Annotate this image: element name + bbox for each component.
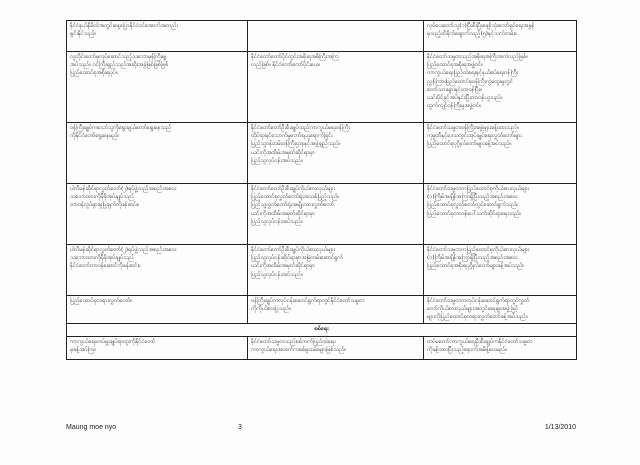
cell-text-line: နိုင်ငံတော်သမ္မတသည်အစိုးရအကြီးအကဲလည်ဖြစ်။ [427, 54, 528, 60]
cell-text-line: နိုင်ငံတော်တော်ပိုင်တွင်းအစိုးရအဓိကြီးအကြ [251, 54, 339, 60]
cell-text-line: ယင်းပိုင်ခွင့်အပ်နှင်းပြီးတာဝန်ယူသည်။ [427, 95, 503, 102]
table-row [67, 245, 577, 296]
table-cell [424, 52, 577, 123]
table-row [67, 123, 577, 184]
table-cell [424, 21, 577, 52]
cell-text-line: ပြည်ထောင်စုအစိုးရပုပ်။ [70, 70, 118, 77]
table-cell [67, 123, 248, 184]
cell-text-line: လုပ်ပေးတော်သူ(၁)ပြီးစီးပြီးချော်သုံးတော်ရှင်ရေးအခွန် [427, 23, 535, 29]
cell-text-line: ဝန်ကြီးချုပ်ကသော်သူကိုရွေးချယ်တော်ရွေးနေသည် [70, 125, 172, 131]
table-cell [424, 296, 577, 324]
cell-text-line: လည်ဖြစ်။ နိုင်ငံတော်တော်ပိုင်းပေး။ [251, 62, 321, 69]
cell-text-line: ပြည်ထောင်စုအစိုးရပုဂ္ဂိုလ်တော်များခန့်အပ်သည်။ [427, 263, 525, 270]
cell-text-line: တာဝန်လှုပ်ရှားမှုပြုချက်ကိုဖန်ဆင်း။ [70, 202, 140, 209]
cell-text-line: နိုင်ငံတော်သမ္မတဝန်ကြီးအဖွဲ့များခန့်ထားသည်။ [427, 125, 519, 131]
cell-text-line: တော်သားများနှင့်တာဝန်ပြီး။ [427, 86, 482, 93]
table-cell [248, 184, 424, 245]
cell-text-line: ကုမ္ပဏီနှင့်ဒေသတွင်းအုပ်ချုပ်ရေးလွှတ်တော်များ [427, 133, 522, 140]
section-header-row [67, 323, 577, 336]
cell-text-line: နိုင်ငံတော်တော်ဦးစီးချုပ်ကိုယ်စားလှယ်များ [251, 247, 336, 253]
cell-text-line: ကိုနိုင်ငံတော်ရွေးနေမည်။ [70, 133, 120, 140]
table-cell [424, 245, 577, 296]
cell-text-line: နိုင်ငံတော်သမ္မတကလုပ်ငန်းဆောင်ရွက်ရာတွင်လွှတ် [427, 298, 530, 304]
cell-text-line: အပ်သည်။ ဝင်ကြီးရှည်သည်အဆိုးအခွဲဖြစ်ဖြစ်ဖြစ် [70, 62, 169, 69]
table-cell [67, 52, 248, 123]
cell-text-line: ဝန်ကြီးချုပ်ကလုပ်ငန်းဆောင်ရွက်ရာတွင်နိုင်ငံတော်သမ္မတ [251, 298, 365, 304]
cell-text-line: ယင်းကိုအထိမ်းအမှတ်ဆိုင်ရာမှာ [251, 210, 315, 217]
cell-text-line: ပြည်သူ့လွှတ်တော်ရုံးအမျိုးသားလွှတ်တော် [251, 202, 335, 209]
cell-text-line: သဘောထားကိုမှီခိုအုပ်ချုပ်သည် [70, 255, 135, 262]
cell-text-line: တော်ကိုယ်စားလှယ်များအတွင်းရေးမှူးအဖွဲ့ဖြင့် [427, 306, 519, 313]
cell-text-line: ပြည်ထောင်စုတာဝန်ပေါ်သက်ဆိုင်ရာရေးသည်။ [427, 210, 522, 217]
cell-text-line: ယင်းကိုအထိမ်းအမှတ်ဆိုင်ရာမှာ [251, 149, 315, 156]
cell-text-line: ပြည်ထောင်စုလွှတ်တော်တွင်ဆောင်ရွက်သည်။ [427, 202, 519, 209]
table-row [67, 21, 577, 52]
cell-text-line: ပြည်သူလုပ်ငန်းအပ်သည်။ [251, 157, 303, 164]
cell-text-line: ကာကွယ်ရေးတပ်မှူးချုပ်ရာထူးကိုနိုင်ငံတော် [70, 338, 156, 345]
table-row [67, 52, 577, 123]
footer-page-number: 3 [238, 424, 242, 431]
cell-text-line: ပြည်သူ့ဝန်ထမ်းဝန်ကြီးဌာနနှင့်အဖွဲ့ချည်သည်။ [251, 141, 341, 148]
table-cell [248, 336, 424, 359]
table-cell [248, 123, 424, 184]
table-cell [424, 184, 577, 245]
table-row [67, 336, 577, 359]
cell-text-line: သဘောထားကိုမှီခိုအုပ်ချုပ်သည် [70, 194, 135, 201]
cell-text-line: ကာကွယ်ရေးအထက်ကစစ်မှုထမ်းများဖြစ်သည်။ [251, 346, 346, 353]
cell-text-line: ယင်းကိုအထိမ်းအမှတ်ဆိုင်ရာမှာ [251, 263, 315, 270]
section-title: စစ်ရေး [67, 323, 577, 336]
table-row [67, 296, 577, 324]
cell-text-line: ပြည်သူလုပ်ငန်းအပ်သည်။ [251, 271, 303, 278]
cell-text-line: ပါလီမန်ဆိုင်ရာလွှတ်တော်(၂)ရပ်ဖွဲ့သည်အစည်းအဝေး [70, 186, 177, 192]
table-cell [248, 245, 424, 296]
table-cell [67, 184, 248, 245]
cell-text-line: ပါလီမန်ဆိုင်ရာလွှတ်တော်(၂)ရပ်ဖွဲ့သည်အစည်းအဝေး [70, 247, 177, 253]
table-cell [67, 245, 248, 296]
table-cell [67, 296, 248, 324]
table-cell [67, 336, 248, 359]
table-cell [248, 52, 424, 123]
cell-text-line: ကာကွယ်ရေးပြည်ထဲရေးနှင့်နယ်စပ်ရေးဝန်ကြီး [427, 70, 519, 77]
cell-text-line: ပြည်သူလုပ်ငန်းဆိုင်ရာမှာအမြဲတမ်းဆောင်ရွက် [251, 255, 343, 262]
cell-text-line: (၁)ကြိမ်အချိန်အကြာရှိပြီးသည့်အစည်းအဝေး [427, 255, 518, 262]
cell-text-line: ရှင်းနိုင်သည်။ [70, 31, 97, 38]
comparison-table [66, 20, 577, 360]
cell-text-line: ပြည်ထောင်စုအစိုးရအဖွဲ့ဝင်။ [427, 62, 483, 69]
cell-text-line: ပြည်ထောင်စုတရားလွှတ်တော်။ [70, 298, 133, 304]
cell-text-line: တပ်မတော်ကာကွယ်ရေးဦးစီးချုပ်ကနိုင်ငံတော်သမ္မတ [427, 338, 533, 345]
table-cell [248, 296, 424, 324]
cell-text-line: ထွက်ကျင့်ဝန်ကြီးမှုအဖွဲ့ဝင်။ [427, 103, 481, 110]
cell-text-line: (၁)ကြိမ်အချိန်အကြာရှိပြီးသည့်အစည်းအဝေး [427, 194, 518, 201]
cell-text-line: ပြည်သူလုပ်ငန်းအပ်သည်။ [251, 218, 303, 225]
table-cell [248, 21, 424, 52]
cell-text-line: မှခန့်အပ်ကြ။ [70, 346, 96, 353]
cell-text-line: နိုင်ငံတော်သမ္မတကပြည်ထောင်စုကိုယ်စားလှယ်များ [427, 247, 530, 253]
cell-text-line: နိုင်ငံတော်သမ္မတသည်စစ်ဘက်ပြည်ထဲရေး [251, 338, 336, 345]
table-cell [424, 336, 577, 359]
table-row [67, 184, 577, 245]
cell-text-line: ထိုင်ရာရင်သောက်မှုတော်ရယူရောက်ခြင်း [251, 133, 333, 140]
table-cell [67, 21, 248, 52]
cell-text-line: နိုင်ငံတော်သမ္မတကပြည်ထောင်စုကိုယ်စားလှယ်များ [427, 186, 530, 192]
cell-text-line: နိုင်ငံတော်တော်ဦးစီးချုပ်သည်ကာကွယ်ရေးဝန်ကြီး [251, 125, 350, 131]
footer-date: 1/13/2010 [544, 424, 576, 431]
cell-text-line: မှသည့်ထိခိုက်ချောက်သည့်(၅)နှင့်သက်တမ်း။ [427, 31, 517, 38]
cell-text-line: လူတိုင်းတော်မှလုပ်ဆောင်သည့်သဘောမှန်ကြီးမျှ [70, 54, 167, 60]
cell-text-line: ပြည်ထောင်စုပုဂ္ဂိုလ်တော်များခန့်အပ်သည်။ [427, 141, 512, 148]
cell-text-line: များကိုပြည်ထောင်စုတရားလွှတ်တော်ခန့်အပ်သည်။ [427, 314, 528, 321]
cell-text-line: နိုင်ငံနယ်နိမိတ်အတွင်းနေ့ပြောနိုင်ငံဝင်အောက်အတည်း [70, 23, 179, 29]
table-cell [424, 123, 577, 184]
cell-text-line: နိုင်ငံတော်တာဝန်ဆောင်ကိုဖန်ဆင်း။ [70, 263, 141, 270]
footer-author: Maung moe nyo [66, 424, 117, 431]
cell-text-line: ပြည်ထောင်စုလွှတ်တော်ရုံးအသစ်ပြည့်သည်။ [251, 194, 340, 201]
cell-text-line: နိုင်ငံတော်တော်ဦးစီးချုပ်ကိုယ်စားလှယ်များ [251, 186, 336, 192]
cell-text-line: ညွှန်ကြားပြည်ထောင်စုဝန်ကြီးကွဲထွေးမှုတွင် [427, 78, 513, 85]
cell-text-line: ကိုကိုယ်စားပြုသည်။ [251, 306, 291, 313]
cell-text-line: ကိုခန့်ထားပြီးသည့်နောက်အမိန့်ပေးမည်။ [427, 346, 507, 353]
